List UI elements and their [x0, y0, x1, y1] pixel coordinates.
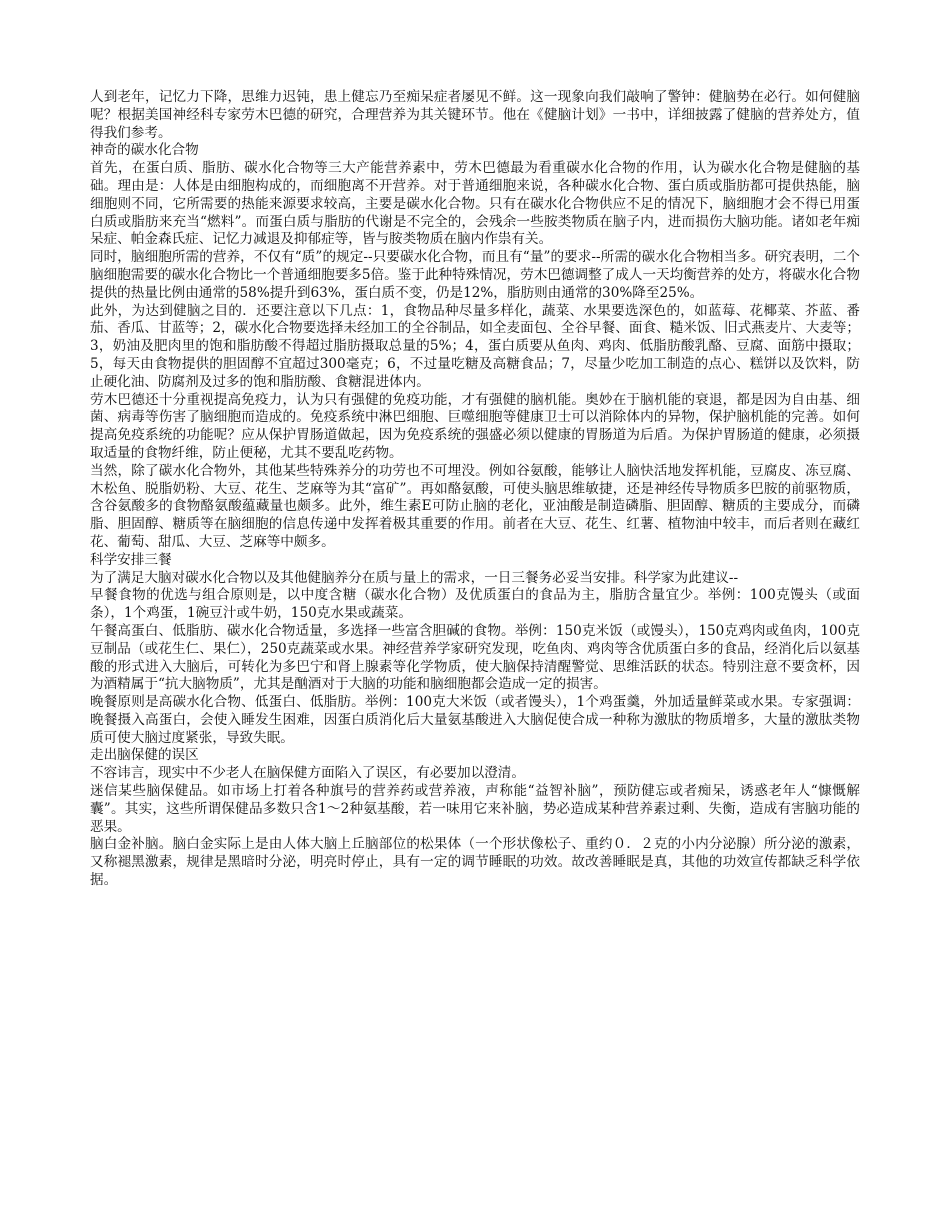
section-heading: 神奇的碳水化合物 — [90, 142, 199, 159]
paragraph: 首先，在蛋白质、脂肪、碳水化合物等三大产能营养素中，劳木巴德最为看重碳水化合物的作用，认为碳水化合物是健脑的基础。理由是：人体是由细胞构成的，而细胞离不开营养。对于普通细胞来说，各种碳水化合物、蛋白质或脂肪都可提供热能，脑细胞则不同，它所需要的热能来源要求较高，主要是碳水化合物。只有在碳水化合物供应不足的情况下，脑细胞才会不得已用蛋白质或脂肪来充当“燃料”。而蛋白质与脂肪的代谢是不完全的，会残余一些胺类物质在脑子内，进而损伤大脑功能。诸如老年痴呆症、帕金森氏症、记忆力减退及抑郁症等，皆与胺类物质在脑内作祟有关。 — [90, 160, 860, 248]
paragraph: 同时，脑细胞所需的营养，不仅有“质”的规定--只要碳水化合物，而且有“量”的要求--所需的碳水化合物相当多。研究表明，二个脑细胞需要的碳水化合物比一个普通细胞要多5倍。鉴于此种特殊情况，劳木巴德调整了成人一天均衡营养的处方，将碳水化合物提供的热量比例由通常的58%提升到63%，蛋白质不变，仍是12%，脂肪则由通常的30%降至25%。 — [90, 249, 860, 301]
paragraph: 劳木巴德还十分重视提高免疫力，认为只有强健的免疫功能，才有强健的脑机能。奥妙在于脑机能的衰退，都是因为自由基、细菌、病毒等伤害了脑细胞而造成的。免疫系统中淋巴细胞、巨噬细胞等健康卫士可以消除体内的异物，保护脑机能的完善。如何提高免疫系统的功能呢？应从保护胃肠道做起，因为免疫系统的强盛必须以健康的胃肠道为后盾。为保护胃肠道的健康，必须摄取适量的食物纤维，防止便秘，尤其不要乱吃药物。 — [90, 391, 860, 461]
paragraph: 早餐食物的优选与组合原则是，以中度含糖（碳水化合物）及优质蛋白的食品为主，脂肪含量宜少。举例：100克馒头（或面条），1个鸡蛋，1碗豆汁或牛奶，150克水果或蔬菜。 — [90, 587, 860, 622]
paragraph: 迷信某些脑保健品。如市场上打着各种旗号的营养药或营养液，声称能“益智补脑”，预防健忘或者痴呆，诱惑老年人“慷慨解囊”。其实，这些所谓保健品多数只含1～2种氨基酸，若一味用它来补脑，势必造成某种营养素过剩、失衡，造成有害脑功能的恶果。 — [90, 783, 860, 835]
paragraph: 脑白金补脑。脑白金实际上是由人体大脑上丘脑部位的松果体（一个形状像松子、重约０．２克的小内分泌腺）所分泌的激素，又称褪黑激素，规律是黑暗时分泌，明亮时停止，具有一定的调节睡眠的功效。故改善睡眠是真，其他的功效宣传都缺乏科学依据。 — [90, 836, 860, 889]
paragraph: 当然，除了碳水化合物外，其他某些特殊养分的功劳也不可埋没。例如谷氨酸，能够让人脑快活地发挥机能，豆腐皮、冻豆腐、木松鱼、脱脂奶粉、大豆、花生、芝麻等为其“富矿”。再如酪氨酸，可使头脑思维敏捷，还是神经传导物质多巴胺的前驱物质，含谷氨酸多的食物酪氨酸蕴藏量也颇多。此外，维生素E可防止脑的老化，亚油酸是制造磷脂、胆固醇、糖质的主要成分，而磷脂、胆固醇、糖质等在脑细胞的信息传递中发挥着极其重要的作用。前者在大豆、花生、红薯、植物油中较丰，而后者则在藏红花、葡萄、甜瓜、大豆、芝麻等中颇多。 — [90, 462, 860, 550]
paragraph: 午餐高蛋白、低脂肪、碳水化合物适量，多选择一些富含胆碱的食物。举例：150克米饭（或馒头），150克鸡肉或鱼肉，100克豆制品（或花生仁、果仁），250克蔬菜或水果。神经营养学家研究发现，吃鱼肉、鸡肉等含优质蛋白多的食品，经消化后以氨基酸的形式进入大脑后，可转化为多巴宁和肾上腺素等化学物质，使大脑保持清醒警觉、思维活跃的状态。特别注意不要贪杯，因为酒精属于“抗大脑物质”，尤其是酗酒对于大脑的功能和脑细胞都会造成一定的损害。 — [90, 622, 860, 693]
section-heading: 科学安排三餐 — [90, 551, 172, 568]
paragraph: 不容讳言，现实中不少老人在脑保健方面陷入了误区，有必要加以澄清。 — [90, 765, 525, 782]
section-heading: 走出脑保健的误区 — [90, 747, 199, 764]
paragraph: 为了满足大脑对碳水化合物以及其他健脑养分在质与量上的需求，一日三餐务必妥当安排。科学家为此建议-- — [90, 569, 739, 586]
document-body — [90, 89, 860, 890]
paragraph: 此外，为达到健脑之目的．还要注意以下几点：1，食物品种尽量多样化，蔬菜、水果要选深色的，如蓝莓、花椰菜、芥蓝、番茄、香瓜、甘蓝等；2，碳水化合物要选择未经加工的全谷制品，如全麦面包、全谷早餐、面食、糙米饭、旧式燕麦片、大麦等；3，奶油及肥肉里的饱和脂肪酸不得超过脂肪摄取总量的5%；4，蛋白质要从鱼肉、鸡肉、低脂肪酸乳酪、豆腐、面筋中摄取；5，每天由食物提供的胆固醇不宜超过300毫克；6，不过量吃糖及高糖食品；7，尽量少吃加工制造的点心、糕饼以及饮料，防止硬化油、防腐剂及过多的饱和脂肪酸、食糖混进体内。 — [90, 302, 860, 390]
paragraph-intro: 人到老年，记忆力下降，思维力迟钝，患上健忘乃至痴呆症者屡见不鲜。这一现象向我们敲响了警钟：健脑势在必行。如何健脑呢？根据美国神经科专家劳木巴德的研究，合理营养为其关键环节。他在《健脑计划》一书中，详细披露了健脑的营养处方，值得我们参考。 — [90, 89, 860, 141]
paragraph: 晚餐原则是高碳水化合物、低蛋白、低脂肪。举例：100克大米饭（或者馒头），1个鸡蛋羹，外加适量鲜菜或水果。专家强调：晚餐摄入高蛋白，会使入睡发生困难，因蛋白质消化后大量氨基酸进入大脑促使合成一种称为激肽的物质增多，大量的激肽类物质可使大脑过度紧张，导致失眠。 — [90, 694, 860, 746]
